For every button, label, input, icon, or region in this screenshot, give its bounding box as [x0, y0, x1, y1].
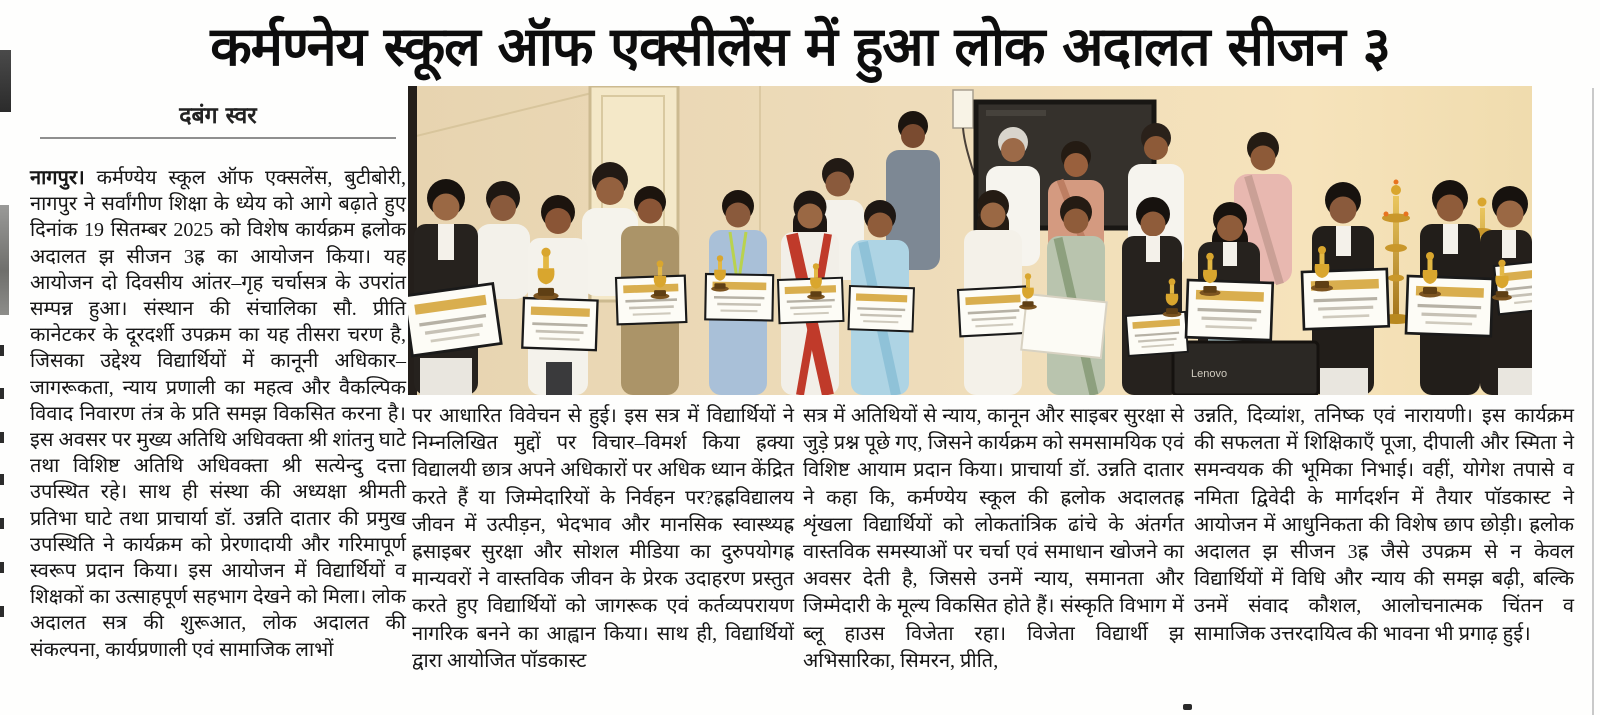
column-1 — [30, 98, 406, 663]
column-divider-line — [1592, 88, 1594, 715]
headline: कर्मण्नेय स्कूल ऑफ एक्सीलेंस में हुआ लोक अदालत सीजन ३ — [210, 15, 1390, 78]
print-artifact — [0, 606, 4, 617]
byline: दबंग स्वर — [179, 103, 257, 129]
print-artifact — [0, 388, 4, 399]
laptop — [1173, 342, 1318, 395]
article-photo — [408, 86, 1532, 395]
dateline: नागपुर। — [30, 167, 85, 189]
certificate — [1302, 269, 1389, 329]
certificate — [705, 274, 773, 321]
laptop-brand-label: Lenovo — [1191, 368, 1228, 380]
article-paragraph-3: सत्र में अतिथियों से न्याय, कानून और साइबर सुरक्षा से जुड़े प्रश्न पूछे गए, जिसने कार्यक्रम को समसामयिक एवं विशिष्ट आयाम प्रदान किया। प्राचार्या डॉ. उन्नति दातार ने कहा कि, कर्मण्येय स्कूल की ह्रलोक अदालतह्र शृंखला विद्यार्थियों को लोकतांत्रिक ढांचे के अंतर्गत वास्तविक समस्याओं पर चर्चा एवं समाधान खोजने का अवसर देती है, जिससे उनमें न्याय, समानता और जिम्मेदारी के मूल्य विकसित होते हैं। संस्कृति विभाग में ब्लू हाउस विजेता रहा। विजेता विद्यार्थी झ अभिसारिका, सिमरन, प्रीति, — [803, 405, 1184, 672]
print-artifact-dot — [1183, 704, 1192, 710]
certificate — [616, 276, 686, 325]
print-artifact — [0, 432, 4, 443]
column-3 — [803, 403, 1184, 675]
certificate — [1406, 276, 1493, 336]
print-artifact — [0, 474, 4, 485]
certificate — [1126, 312, 1188, 356]
column-2 — [412, 403, 794, 675]
article-paragraph-4: उन्नति, दिव्यांश, तनिष्क एवं नारायणी। इस कार्यक्रम की सफलता में शिक्षिकाएँ पूजा, दीपाली और स्मिता ने समन्वयक की भूमिका निभाई। वहीं, योगेश तपासे व नमिता द्विवेदी के मार्गदर्शन में तैयार पॉडकास्ट ने आयोजन में आधुनिकता की विशेष छाप छोड़ी। ह्रलोक अदालत झ सीजन 3ह्र जैसे उपक्रम से न केवल विद्यार्थियों में विधि और न्याय की समझ बढ़ी, बल्कि उनमें संवाद कौशल, आलोचनात्मक चिंतन व सामाजिक उत्तरदायित्व की भावना भी प्रगाढ़ हुई। — [1194, 405, 1574, 645]
print-artifact — [0, 518, 4, 529]
print-artifact — [0, 50, 11, 112]
byline-divider — [40, 137, 396, 139]
white-sheet — [1021, 294, 1106, 358]
print-artifact — [0, 205, 9, 315]
article-paragraph-2: पर आधारित विवेचन से हुई। इस सत्र में विद्यार्थियों ने निम्नलिखित मुद्दों पर विचार–विमर्श किया ह्रक्या विद्यालयी छात्र अपने अधिकारों पर अधिक ध्यान केंद्रित करते हैं या जिम्मेदारियों के निर्वहन पर?ह्रह्रविद्यालय जीवन में उत्पीड़न, भेदभाव और मानसिक स्वास्थ्यह्र ह्रसाइबर सुरक्षा और सोशल मीडिया का दुरुपयोगह्र मान्यवरों ने वास्तविक जीवन के प्रेरक उदाहरण प्रस्तुत करते हुए विद्यार्थियों को जागरूक एवं कर्तव्यपरायण नागरिक बनने का आह्वान किया। साथ ही, विद्यार्थियों द्वारा आयोजित पॉडकास्ट — [412, 405, 794, 672]
article-paragraph-1 — [30, 165, 406, 663]
left-edge-artifacts — [0, 0, 14, 715]
photo-scene — [408, 86, 1532, 395]
certificate — [522, 298, 597, 350]
certificate — [848, 286, 913, 331]
certificate — [408, 284, 501, 356]
certificate — [1186, 280, 1273, 340]
certificate — [958, 286, 1029, 336]
paragraph-text: कर्मण्येय स्कूल ऑफ एक्सलेंस, बुटीबोरी, नागपुर ने सर्वांगीण शिक्षा के ध्येय को आगे बढ़ाते हुए दिनांक 19 सितम्बर 2025 को विशेष कार्यक्रम ह्रलोक अदालत झ सीजन 3ह्र का आयोजन किया। यह आयोजन दो दिवसीय आंतर–गृह चर्चासत्र के उपरांत सम्पन्न हुआ। संस्थान की संचालिका सौ. प्रीति कानेटकर के दूरदर्शी उपक्रम का यह तीसरा चरण है, जिसका उद्देश्य विद्यार्थियों में कानूनी अधिकार–जागरूकता, न्याय प्रणाली का महत्व और वैकल्पिक विवाद निवारण तंत्र के प्रति समझ विकसित करना है। इस अवसर पर मुख्य अतिथि अधिवक्ता श्री शांतनु घाटे तथा विशिष्ट अतिथि अधिवक्ता श्री सत्येन्दु दत्ता उपस्थित रहे। साथ ही संस्था की अध्यक्षा श्रीमती प्रतिभा घाटे तथा प्राचार्या डॉ. उन्नति दातार की प्रमुख उपस्थिति ने कार्यक्रम को प्रेरणादायी और गरिमापूर्ण स्वरूप प्रदान किया। इस आयोजन में विद्यार्थियों व शिक्षकों का उत्साहपूर्ण सहभाग देखने को मिला। लोक अदालत सत्र की शुरूआत, लोक अदालत की संकल्पना, कार्यप्रणाली एवं सामाजिक लाभों — [30, 167, 406, 661]
print-artifact — [0, 345, 4, 356]
column-4 — [1194, 403, 1574, 648]
print-artifact — [0, 562, 4, 573]
